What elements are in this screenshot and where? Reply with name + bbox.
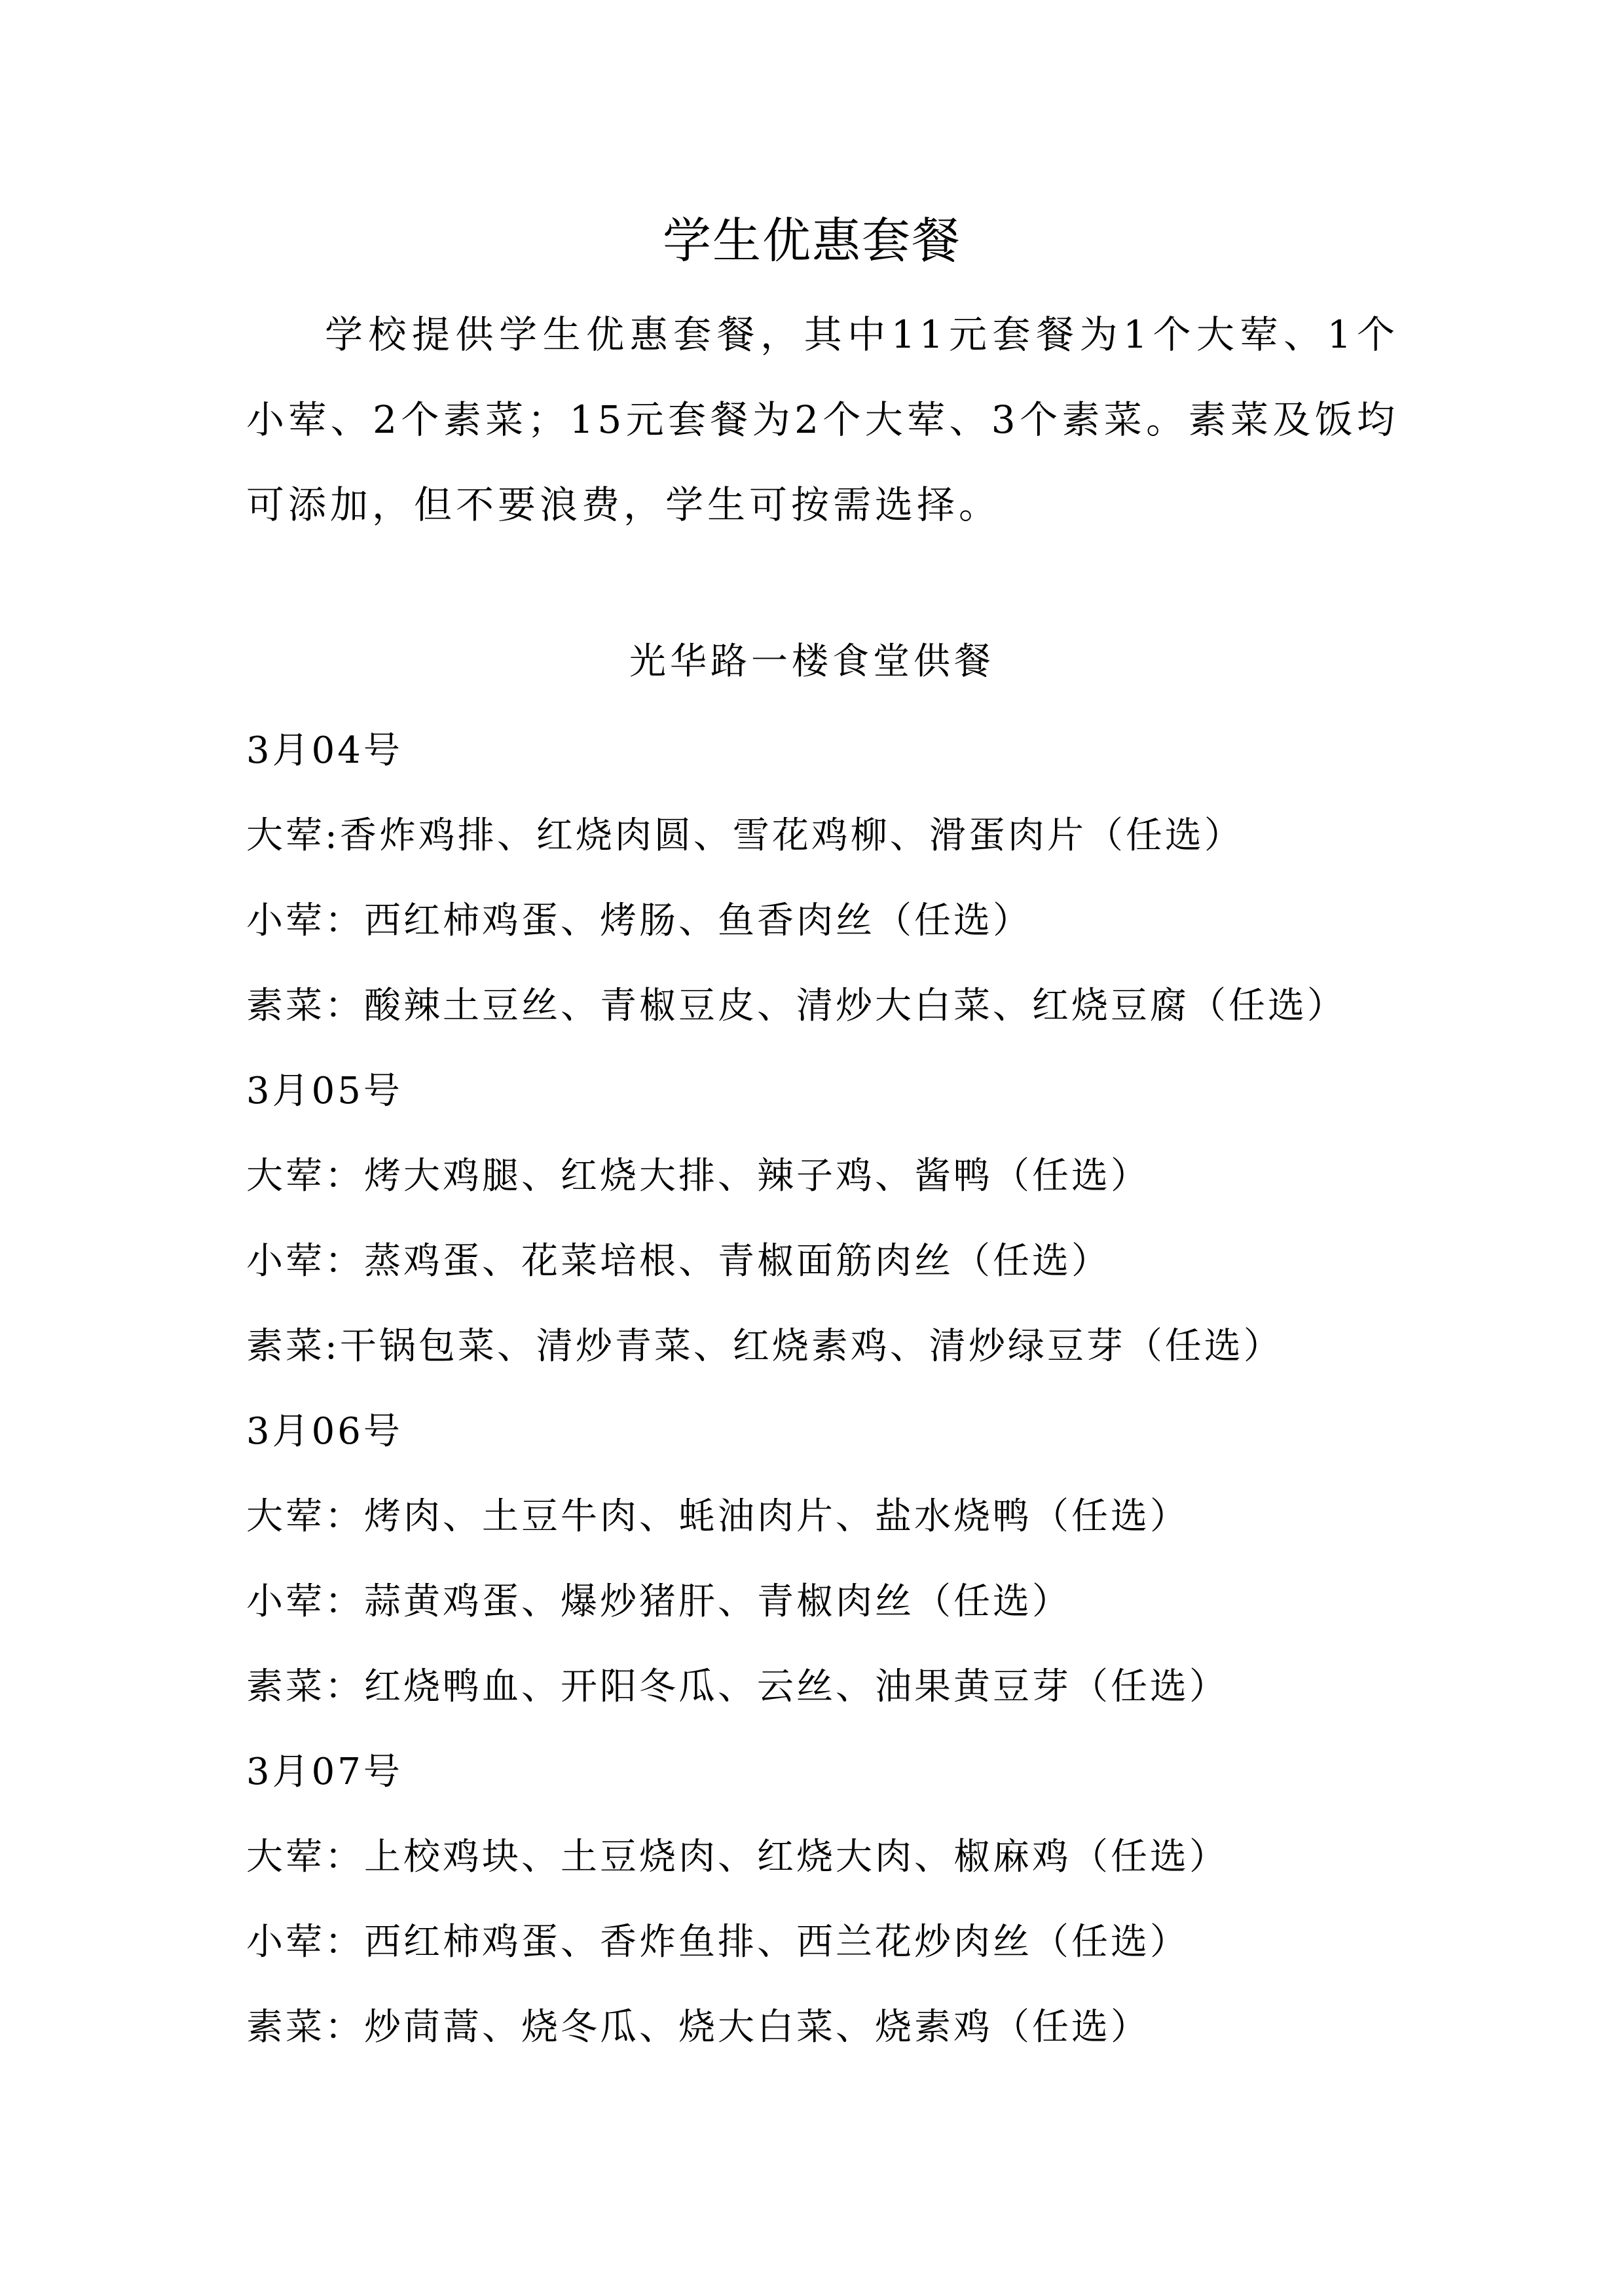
menu-small-meat: 小荤：蒜黄鸡蛋、爆炒猪肝、青椒肉丝（任选） bbox=[246, 1580, 1071, 1623]
menu-big-meat: 大荤:香炸鸡排、红烧肉圆、雪花鸡柳、滑蛋肉片（任选） bbox=[246, 814, 1244, 857]
menu-small-meat: 小荤：西红柿鸡蛋、香炸鱼排、西兰花炒肉丝（任选） bbox=[246, 1921, 1189, 1963]
page-title: 学生优惠套餐 bbox=[663, 213, 961, 269]
menu-date: 3月06号 bbox=[246, 1410, 403, 1453]
menu-big-meat: 大荤：上校鸡块、土豆烧肉、红烧大肉、椒麻鸡（任选） bbox=[246, 1836, 1228, 1878]
menu-small-meat: 小荤：蒸鸡蛋、花菜培根、青椒面筋肉丝（任选） bbox=[246, 1240, 1111, 1283]
menu-date: 3月04号 bbox=[246, 729, 403, 772]
menu-small-meat: 小荤：西红柿鸡蛋、烤肠、鱼香肉丝（任选） bbox=[246, 900, 1032, 942]
menu-vegetable: 素菜:干锅包菜、清炒青菜、红烧素鸡、清炒绿豆芽（任选） bbox=[246, 1325, 1283, 1368]
menu-vegetable: 素菜：红烧鸭血、开阳冬瓜、云丝、油果黄豆芽（任选） bbox=[246, 1666, 1228, 1708]
menu-date: 3月07号 bbox=[246, 1751, 403, 1793]
menu-big-meat: 大荤：烤肉、土豆牛肉、蚝油肉片、盐水烧鸭（任选） bbox=[246, 1495, 1189, 1538]
menu-vegetable: 素菜：酸辣土豆丝、青椒豆皮、清炒大白菜、红烧豆腐（任选） bbox=[246, 985, 1346, 1027]
intro-paragraph: 学校提供学生优惠套餐，其中11元套餐为1个大荤、1个小荤、2个素菜；15元套餐为2个大荤、3个素菜。素菜及饭均可添加，但不要浪费，学生可按需选择。 bbox=[246, 312, 1399, 527]
menu-date: 3月05号 bbox=[246, 1070, 403, 1112]
menu-big-meat: 大荤：烤大鸡腿、红烧大排、辣子鸡、酱鸭（任选） bbox=[246, 1155, 1150, 1197]
menu-list bbox=[246, 721, 1425, 2083]
section-title: 光华路一楼食堂供餐 bbox=[629, 640, 995, 683]
menu-vegetable: 素菜：炒茼蒿、烧冬瓜、烧大白菜、烧素鸡（任选） bbox=[246, 2006, 1150, 2049]
